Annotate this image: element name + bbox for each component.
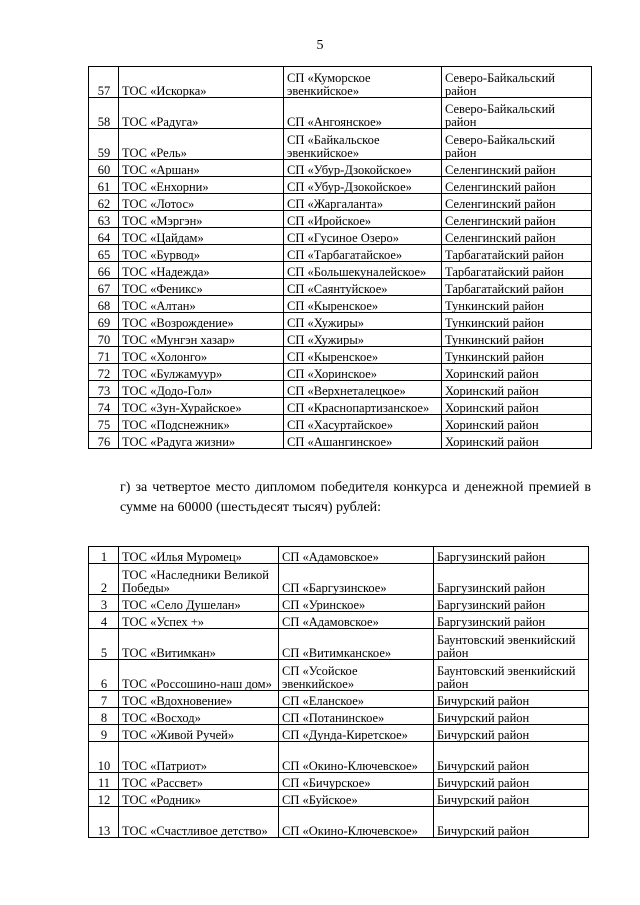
district-cell: Баргузинский район [434,547,589,564]
tos-name-cell: ТОС «Подснежник» [119,415,284,432]
row-number-cell: 60 [89,160,119,177]
table-row [89,194,592,211]
settlement-cell: СП «Хужиры» [284,313,442,330]
district-cell: Селенгинский район [442,194,592,211]
settlement-cell: СП «Большекуналейское» [284,262,442,279]
table-row [89,708,589,725]
district-cell: Тарбагатайский район [442,245,592,262]
table-row [89,381,592,398]
district-cell: Тункинский район [442,347,592,364]
settlement-cell: СП «Витимканское» [279,629,434,660]
settlement-cell: СП «Окино-Ключевское» [279,807,434,838]
settlement-cell: СП «Буйское» [279,790,434,807]
district-cell: Хоринский район [442,364,592,381]
tos-name-cell: ТОС «Мэргэн» [119,211,284,228]
settlement-cell: СП «Жаргаланта» [284,194,442,211]
district-cell: Северо-Байкальский район [442,67,592,98]
tos-name-cell: ТОС «Холонго» [119,347,284,364]
tos-name-cell: ТОС «Наследники Великой Победы» [119,564,279,595]
row-number-cell: 8 [89,708,119,725]
district-cell: Тарбагатайский район [442,262,592,279]
table-row [89,330,592,347]
settlement-cell: СП «Еланское» [279,691,434,708]
district-cell: Селенгинский район [442,177,592,194]
row-number-cell: 57 [89,67,119,98]
tos-name-cell: ТОС «Булжамуур» [119,364,284,381]
district-cell: Бичурский район [434,742,589,773]
row-number-cell: 5 [89,629,119,660]
settlement-cell: СП «Бичурское» [279,773,434,790]
table-row [89,211,592,228]
table-row [89,245,592,262]
row-number-cell: 65 [89,245,119,262]
tos-name-cell: ТОС «Живой Ручей» [119,725,279,742]
district-cell: Баргузинский район [434,612,589,629]
settlement-cell: СП «Хасуртайское» [284,415,442,432]
tos-name-cell: ТОС «Россошино-наш дом» [119,660,279,691]
district-cell: Хоринский район [442,381,592,398]
row-number-cell: 62 [89,194,119,211]
row-number-cell: 7 [89,691,119,708]
table-row [89,160,592,177]
paragraph-text: г) за четвертое место дипломом победителя конкурса и денежной премией в сумме на 60000 (шестьдесят тысяч) рублей: [120,480,591,515]
tos-name-cell: ТОС «Надежда» [119,262,284,279]
settlement-cell: СП «Тарбагатайское» [284,245,442,262]
district-cell: Бичурский район [434,807,589,838]
row-number-cell: 70 [89,330,119,347]
district-cell: Селенгинский район [442,211,592,228]
table-row [89,742,589,773]
settlement-cell: СП «Убур-Дзокойское» [284,160,442,177]
tos-name-cell: ТОС «Аршан» [119,160,284,177]
district-cell: Бичурский район [434,725,589,742]
table-row [89,98,592,129]
table-row [89,279,592,296]
row-number-cell: 12 [89,790,119,807]
row-number-cell: 68 [89,296,119,313]
row-number-cell: 58 [89,98,119,129]
table-row [89,415,592,432]
tos-name-cell: ТОС «Алтан» [119,296,284,313]
settlement-cell: СП «Адамовское» [279,547,434,564]
district-cell: Селенгинский район [442,228,592,245]
table-row [89,364,592,381]
tos-name-cell: ТОС «Илья Муромец» [119,547,279,564]
row-number-cell: 1 [89,547,119,564]
district-cell: Тарбагатайский район [442,279,592,296]
tos-name-cell: ТОС «Енхорни» [119,177,284,194]
tos-name-cell: ТОС «Додо-Гол» [119,381,284,398]
district-cell: Хоринский район [442,398,592,415]
table-row [89,691,589,708]
tos-name-cell: ТОС «Радуга жизни» [119,432,284,449]
row-number-cell: 2 [89,564,119,595]
settlement-cell: СП «Хужиры» [284,330,442,347]
settlement-cell: СП «Баргузинское» [279,564,434,595]
settlement-cell: СП «Уринское» [279,595,434,612]
district-cell: Бичурский район [434,708,589,725]
tos-name-cell: ТОС «Восход» [119,708,279,725]
table-row [89,790,589,807]
tos-name-cell: ТОС «Вдохновение» [119,691,279,708]
table-row [89,773,589,790]
row-number-cell: 74 [89,398,119,415]
district-cell: Хоринский район [442,432,592,449]
tos-name-cell: ТОС «Возрождение» [119,313,284,330]
tos-name-cell: ТОС «Родник» [119,790,279,807]
district-cell: Селенгинский район [442,160,592,177]
tos-name-cell: ТОС «Успех +» [119,612,279,629]
settlement-cell: СП «Потанинское» [279,708,434,725]
district-cell: Баунтовский эвенкийский район [434,629,589,660]
table-row [89,595,589,612]
tos-name-cell: ТОС «Зун-Хурайское» [119,398,284,415]
district-cell: Хоринский район [442,415,592,432]
district-cell: Баргузинский район [434,564,589,595]
row-number-cell: 67 [89,279,119,296]
table-row [89,629,589,660]
district-cell: Северо-Байкальский район [442,129,592,160]
settlement-cell: СП «Ашангинское» [284,432,442,449]
table-row [89,177,592,194]
tos-name-cell: ТОС «Бурвод» [119,245,284,262]
row-number-cell: 64 [89,228,119,245]
district-cell: Тункинский район [442,313,592,330]
row-number-cell: 63 [89,211,119,228]
table-row [89,807,589,838]
table-row [89,547,589,564]
table-row [89,347,592,364]
district-cell: Баунтовский эвенкийский район [434,660,589,691]
tos-name-cell: ТОС «Цайдам» [119,228,284,245]
fourth-place-paragraph [88,478,591,518]
table-row [89,725,589,742]
settlement-cell: СП «Куморское эвенкийское» [284,67,442,98]
row-number-cell: 76 [89,432,119,449]
settlement-cell: СП «Убур-Дзокойское» [284,177,442,194]
table-row [89,612,589,629]
settlement-cell: СП «Саянтуйское» [284,279,442,296]
table-row [89,296,592,313]
tos-name-cell: ТОС «Витимкан» [119,629,279,660]
tos-name-cell: ТОС «Рель» [119,129,284,160]
table-row [89,660,589,691]
row-number-cell: 59 [89,129,119,160]
settlement-cell: СП «Окино-Ключевское» [279,742,434,773]
row-number-cell: 6 [89,660,119,691]
row-number-cell: 71 [89,347,119,364]
settlement-cell: СП «Байкальское эвенкийское» [284,129,442,160]
district-cell: Тункинский район [442,296,592,313]
district-cell: Тункинский район [442,330,592,347]
row-number-cell: 3 [89,595,119,612]
settlement-cell: СП «Верхнеталецкое» [284,381,442,398]
settlement-cell: СП «Краснопартизанское» [284,398,442,415]
table-row [89,129,592,160]
row-number-cell: 73 [89,381,119,398]
row-number-cell: 75 [89,415,119,432]
tos-name-cell: ТОС «Искорка» [119,67,284,98]
tos-name-cell: ТОС «Радуга» [119,98,284,129]
tos-name-cell: ТОС «Рассвет» [119,773,279,790]
row-number-cell: 9 [89,725,119,742]
district-cell: Северо-Байкальский район [442,98,592,129]
tos-name-cell: ТОС «Мунгэн хазар» [119,330,284,347]
row-number-cell: 72 [89,364,119,381]
district-cell: Бичурский район [434,691,589,708]
district-cell: Бичурский район [434,773,589,790]
settlement-cell: СП «Кыренское» [284,296,442,313]
settlement-cell: СП «Дунда-Киретское» [279,725,434,742]
page-number: 5 [316,38,324,53]
row-number-cell: 61 [89,177,119,194]
table-row [89,564,589,595]
settlement-cell: СП «Хоринское» [284,364,442,381]
settlement-cell: СП «Иройское» [284,211,442,228]
district-cell: Баргузинский район [434,595,589,612]
fourth-place-table [88,546,589,838]
settlement-cell: СП «Кыренское» [284,347,442,364]
district-cell: Бичурский район [434,790,589,807]
table-row [89,313,592,330]
tos-name-cell: ТОС «Лотос» [119,194,284,211]
table-row [89,432,592,449]
row-number-cell: 11 [89,773,119,790]
settlement-cell: СП «Ангоянское» [284,98,442,129]
table-row [89,398,592,415]
tos-name-cell: ТОС «Патриот» [119,742,279,773]
table-row [89,262,592,279]
tos-name-cell: ТОС «Счастливое детство» [119,807,279,838]
row-number-cell: 10 [89,742,119,773]
row-number-cell: 13 [89,807,119,838]
tos-name-cell: ТОС «Феникс» [119,279,284,296]
settlement-cell: СП «Усойское эвенкийское» [279,660,434,691]
row-number-cell: 69 [89,313,119,330]
row-number-cell: 4 [89,612,119,629]
row-number-cell: 66 [89,262,119,279]
settlement-cell: СП «Гусиное Озеро» [284,228,442,245]
table-row [89,67,592,98]
table-row [89,228,592,245]
tos-name-cell: ТОС «Село Душелан» [119,595,279,612]
winners-table-continued [88,66,592,449]
settlement-cell: СП «Адамовское» [279,612,434,629]
